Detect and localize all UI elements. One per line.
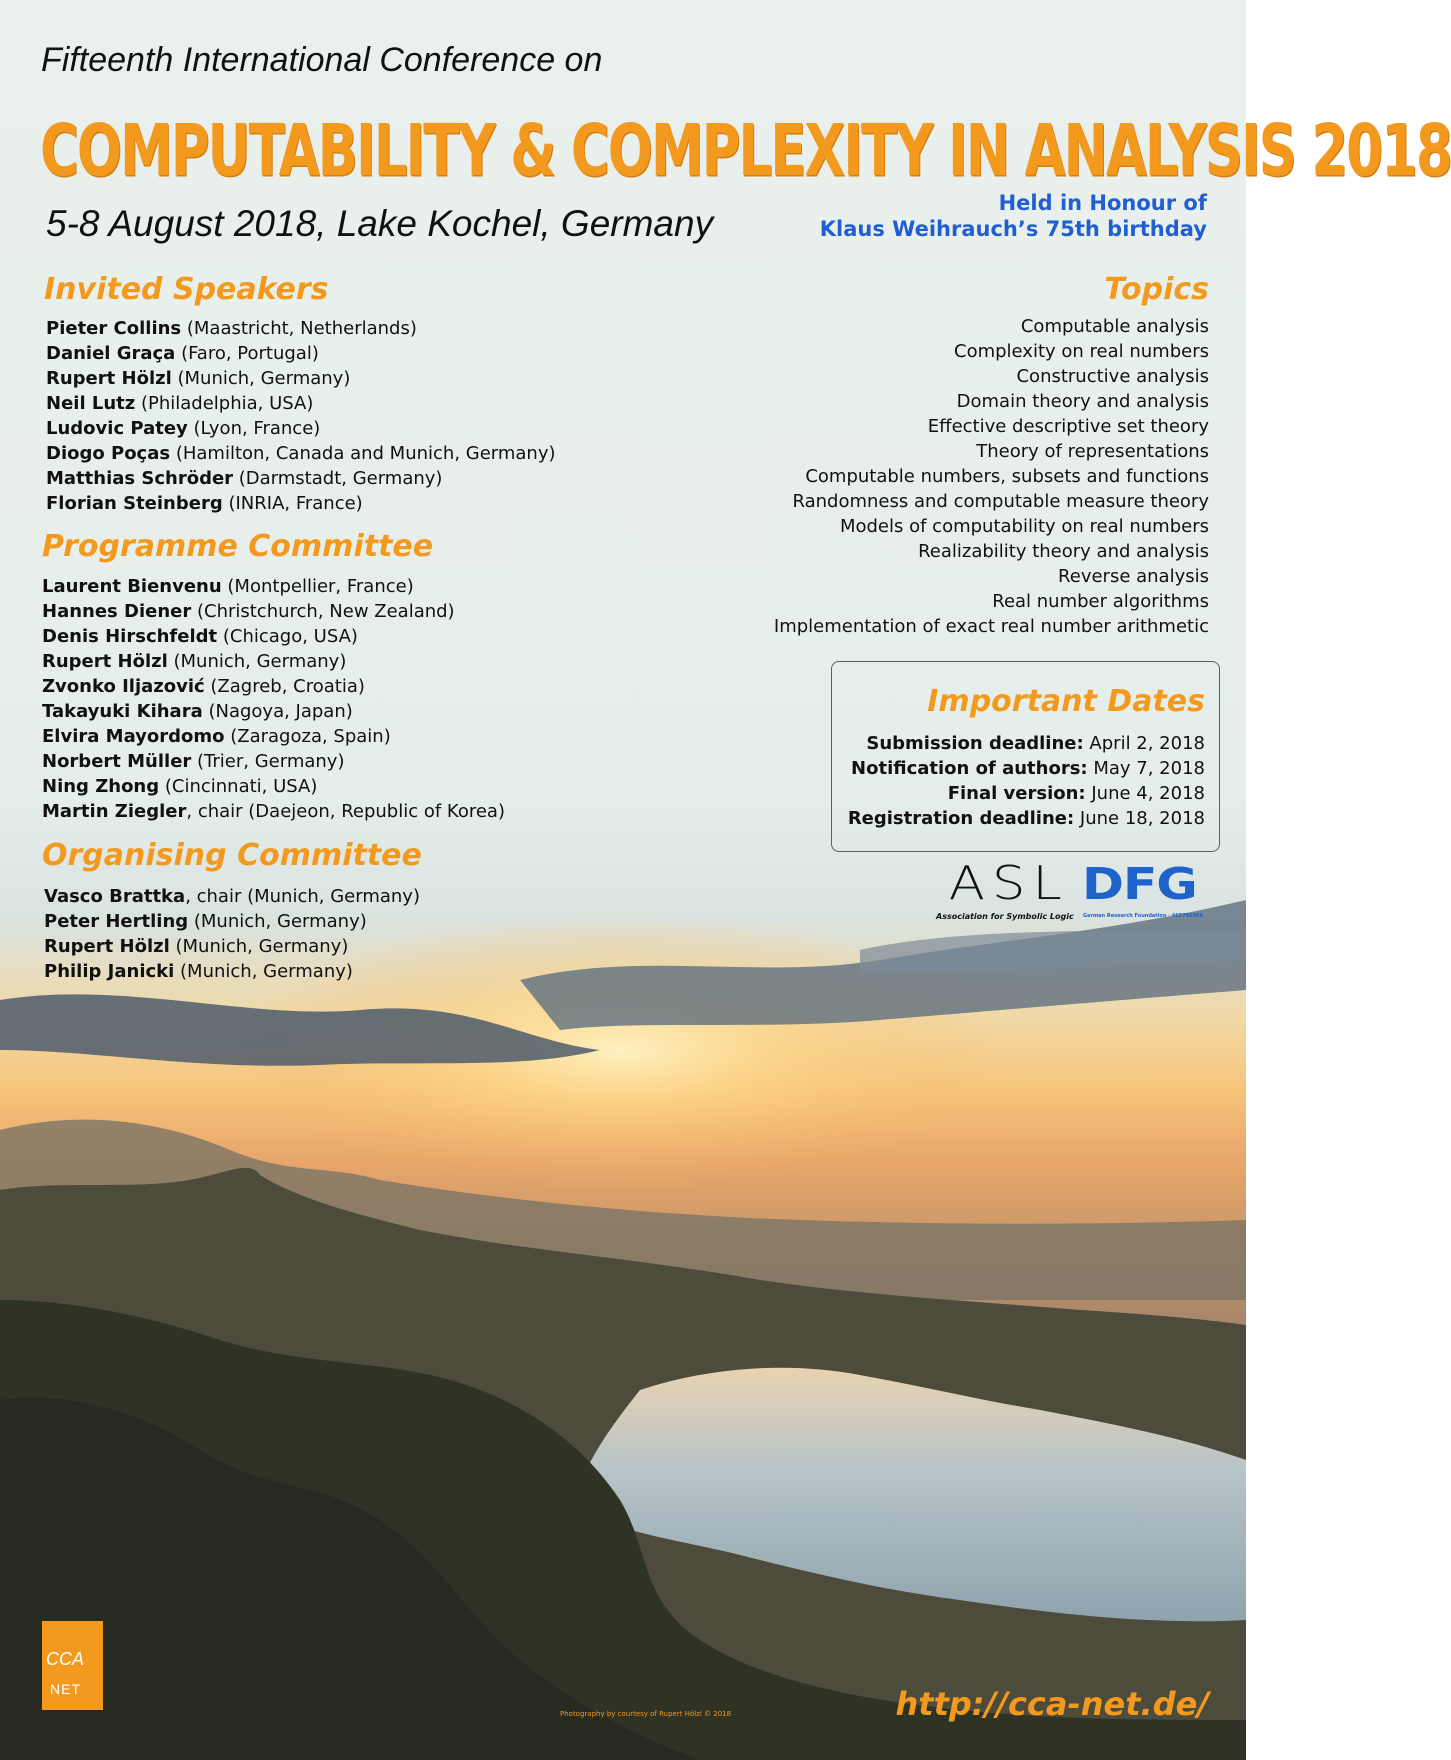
list-item: Submission deadline: April 2, 2018 <box>866 733 1205 754</box>
topics-heading: Topics <box>1104 272 1209 307</box>
list-item: Rupert Hölzl (Munich, Germany) <box>42 651 347 672</box>
organising-committee-list <box>44 884 420 984</box>
honour-line-2: Klaus Weihrauch’s 75th birthday <box>819 217 1207 241</box>
header-subtitle: Fifteenth International Conference on <box>41 41 603 79</box>
topics-list <box>774 314 1209 639</box>
invited-speakers-heading: Invited Speakers <box>44 272 329 307</box>
list-item: Hannes Diener (Christchurch, New Zealand) <box>42 601 455 622</box>
conference-title: COMPUTABILITY & COMPLEXITY IN ANALYSIS 2018 <box>40 110 1451 193</box>
list-item: Real number algorithms <box>992 591 1209 612</box>
cca-logo-bottom: NET <box>50 1681 81 1697</box>
list-item: Effective descriptive set theory <box>927 416 1209 437</box>
list-item: Computable analysis <box>1020 316 1209 337</box>
asl-logo: ASL <box>948 856 1069 910</box>
list-item: Denis Hirschfeldt (Chicago, USA) <box>42 626 358 647</box>
list-item: Vasco Brattka, chair (Munich, Germany) <box>44 886 420 907</box>
list-item: Daniel Graça (Faro, Portugal) <box>46 343 319 364</box>
list-item: Rupert Hölzl (Munich, Germany) <box>44 936 349 957</box>
programme-committee-heading: Programme Committee <box>42 529 434 564</box>
dfg-caption: German Research Foundation · 465795966 <box>1083 913 1204 919</box>
list-item: Diogo Poças (Hamilton, Canada and Munich, Germany) <box>46 443 556 464</box>
list-item: Laurent Bienvenu (Montpellier, France) <box>42 576 414 597</box>
list-item: Registration deadline: June 18, 2018 <box>847 808 1205 829</box>
list-item: Randomness and computable measure theory <box>792 491 1209 512</box>
important-dates-heading: Important Dates <box>927 684 1205 719</box>
invited-speakers-list <box>46 316 556 516</box>
list-item: Takayuki Kihara (Nagoya, Japan) <box>42 701 353 722</box>
list-item: Theory of representations <box>976 441 1209 462</box>
list-item: Rupert Hölzl (Munich, Germany) <box>46 368 351 389</box>
list-item: Ludovic Patey (Lyon, France) <box>46 418 321 439</box>
list-item: Norbert Müller (Trier, Germany) <box>42 751 345 772</box>
list-item: Reverse analysis <box>1058 566 1209 587</box>
programme-committee-list <box>42 574 505 824</box>
list-item: Elvira Mayordomo (Zaragoza, Spain) <box>42 726 391 747</box>
dfg-logo: DFG <box>1082 859 1197 910</box>
list-item: Domain theory and analysis <box>956 391 1209 412</box>
list-item: Zvonko Iljazović (Zagreb, Croatia) <box>42 676 365 697</box>
list-item: Constructive analysis <box>1016 366 1209 387</box>
date-location: 5-8 August 2018, Lake Kochel, Germany <box>46 203 714 244</box>
cca-logo-top: CCA <box>46 1649 85 1669</box>
important-dates-list <box>848 731 1205 831</box>
cca-net-logo <box>42 1621 103 1710</box>
list-item: Complexity on real numbers <box>954 341 1209 362</box>
organising-committee-heading: Organising Committee <box>42 838 422 873</box>
list-item: Final version: June 4, 2018 <box>947 783 1205 804</box>
list-item: Realizability theory and analysis <box>918 541 1209 562</box>
list-item: Models of computability on real numbers <box>839 516 1209 537</box>
list-item: Philip Janicki (Munich, Germany) <box>44 961 353 982</box>
list-item: Matthias Schröder (Darmstadt, Germany) <box>46 468 443 489</box>
asl-caption: Association for Symbolic Logic <box>936 912 1074 921</box>
list-item: Ning Zhong (Cincinnati, USA) <box>42 776 318 797</box>
honour-line-1: Held in Honour of <box>998 191 1207 215</box>
list-item: Peter Hertling (Munich, Germany) <box>44 911 367 932</box>
list-item: Martin Ziegler, chair (Daejeon, Republic of Korea) <box>42 801 505 822</box>
list-item: Florian Steinberg (INRIA, France) <box>46 493 363 514</box>
conference-url-link[interactable]: http://cca-net.de/ <box>895 1685 1209 1723</box>
list-item: Computable numbers, subsets and functions <box>805 466 1209 487</box>
list-item: Pieter Collins (Maastricht, Netherlands) <box>46 318 417 339</box>
photo-credit: Photography by courtesy of Rupert Hölzl © 2018 <box>560 1710 732 1718</box>
list-item: Notification of authors: May 7, 2018 <box>851 758 1205 779</box>
list-item: Neil Lutz (Philadelphia, USA) <box>46 393 314 414</box>
list-item: Implementation of exact real number arithmetic <box>773 616 1209 637</box>
